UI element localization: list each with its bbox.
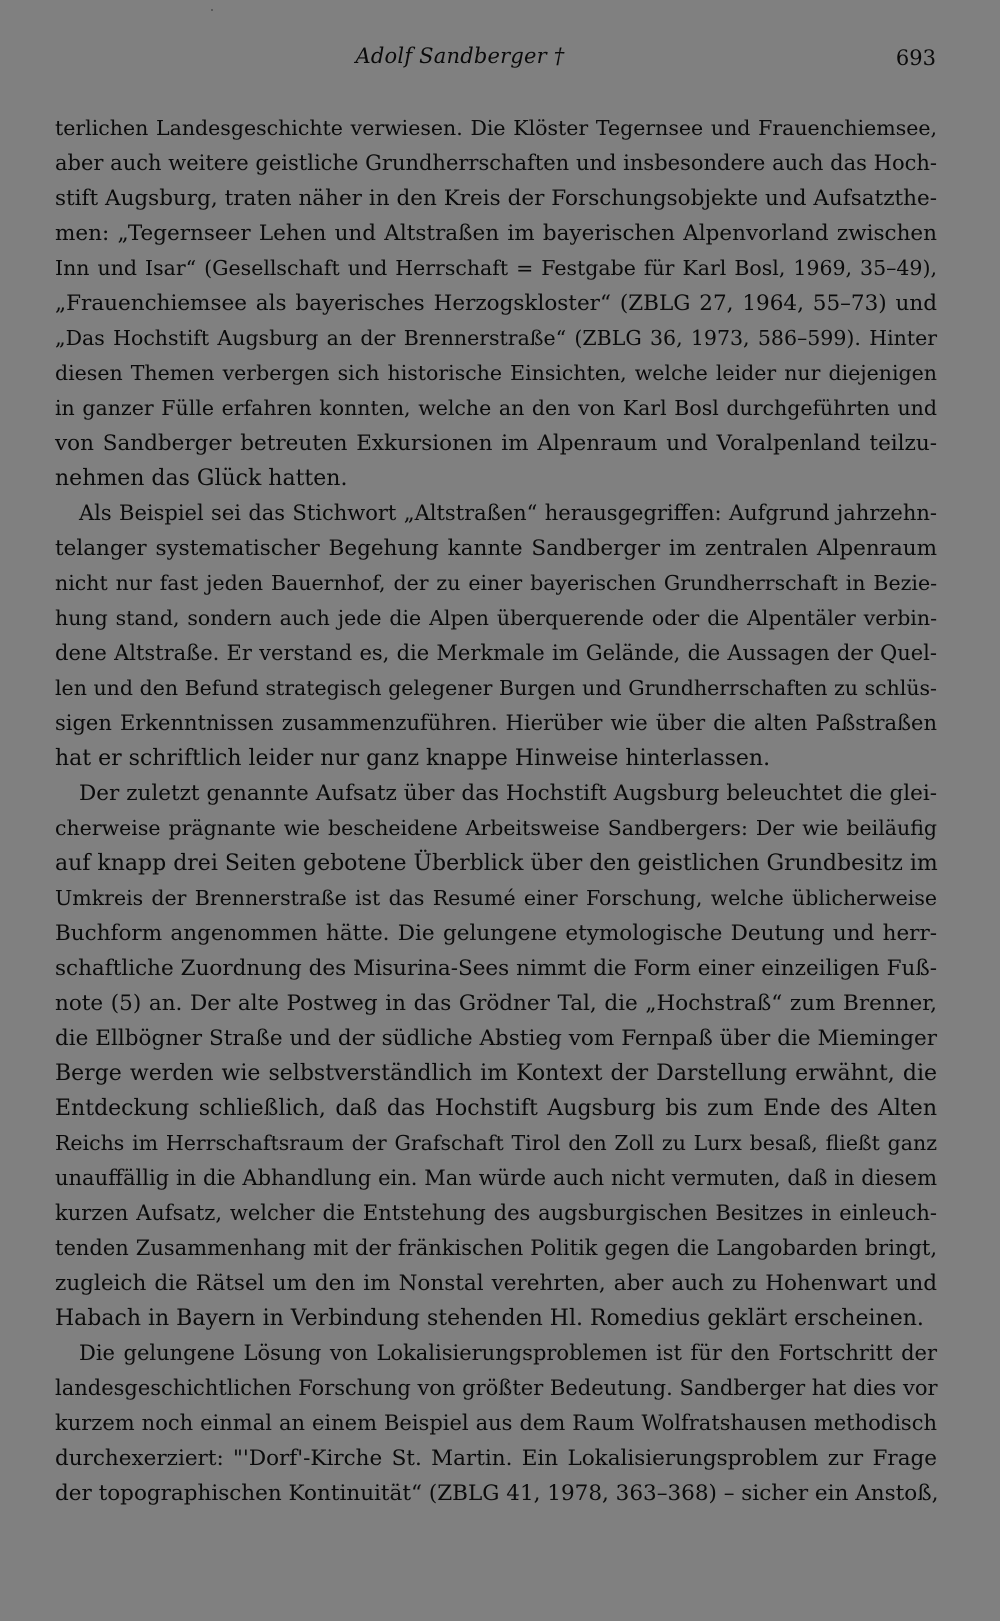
text-line: cherweise prägnante wie bescheidene Arbeitsweise Sandbergers: Der wie beiläufig: [55, 816, 937, 840]
text-line: Die gelungene Lösung von Lokalisierungsproblemen ist für den Fortschritt der: [79, 1341, 937, 1365]
text-line: sigen Erkenntnissen zusammenzuführen. Hierüber wie über die alten Paßstraßen: [55, 711, 937, 735]
text-line: „Frauenchiemsee als bayerisches Herzogskloster“ (ZBLG 27, 1964, 55–73) und: [55, 291, 937, 316]
text-line: von Sandberger betreuten Exkursionen im Alpenraum und Voralpenland teilzu-: [55, 431, 937, 456]
text-line: tenden Zusammenhang mit der fränkischen Politik gegen die Langobarden bringt,: [55, 1236, 937, 1260]
text-line: Berge werden wie selbstverständlich im Kontext der Darstellung erwähnt, die: [55, 1061, 937, 1086]
text-line: len und den Befund strategisch gelegener Burgen und Grundherrschaften zu schlüs-: [55, 676, 937, 700]
text-line: kurzen Aufsatz, welcher die Entstehung des augsburgischen Besitzes in einleuch-: [55, 1201, 937, 1225]
text-line: zugleich die Rätsel um den im Nonstal verehrten, aber auch zu Hohenwart und: [55, 1271, 937, 1296]
text-line: nicht nur fast jeden Bauernhof, der zu einer bayerischen Grundherrschaft in Bezie-: [55, 571, 937, 595]
text-line: note (5) an. Der alte Postweg in das Grödner Tal, die „Hochstraß“ zum Brenner,: [55, 991, 937, 1016]
text-line: unauffällig in die Abhandlung ein. Man würde auch nicht vermuten, daß in diesem: [55, 1166, 937, 1190]
text-line: aber auch weitere geistliche Grundherrschaften und insbesondere auch das Hoch-: [55, 151, 937, 175]
running-title: Adolf Sandberger †: [355, 44, 565, 68]
text-line: stift Augsburg, traten näher in den Kreis der Forschungsobjekte und Aufsatzthe-: [55, 186, 937, 211]
text-line: Reichs im Herrschaftsraum der Grafschaft Tirol den Zoll zu Lurx besaß, fließt ganz: [55, 1131, 937, 1155]
text-line: dene Altstraße. Er verstand es, die Merkmale im Gelände, die Aussagen der Quel-: [55, 641, 937, 665]
text-line: telanger systematischer Begehung kannte Sandberger im zentralen Alpenraum: [55, 536, 937, 561]
scan-speck: [211, 9, 213, 11]
text-line: durchexerziert: "'Dorf'-Kirche St. Martin. Ein Lokalisierungsproblem zur Frage: [55, 1446, 937, 1471]
text-line: hung stand, sondern auch jede die Alpen überquerende oder die Alpentäler verbin-: [55, 606, 937, 630]
text-line: der topographischen Kontinuität“ (ZBLG 41, 1978, 363–368) – sicher ein Anstoß,: [55, 1481, 939, 1506]
text-line: hat er schriftlich leider nur ganz knappe Hinweise hinterlassen.: [55, 746, 771, 771]
text-line: men: „Tegernseer Lehen und Altstraßen im bayerischen Alpenvorland zwischen: [55, 221, 937, 246]
text-line: kurzem noch einmal an einem Beispiel aus dem Raum Wolfratshausen methodisch: [55, 1411, 937, 1435]
text-line: Inn und Isar“ (Gesellschaft und Herrschaft = Festgabe für Karl Bosl, 1969, 35–49),: [55, 256, 937, 280]
text-line: Als Beispiel sei das Stichwort „Altstraßen“ herausgegriffen: Aufgrund jahrzehn-: [79, 501, 937, 525]
text-line: Buchform angenommen hätte. Die gelungene etymologische Deutung und herr-: [55, 921, 937, 946]
text-line: „Das Hochstift Augsburg an der Brennerstraße“ (ZBLG 36, 1973, 586–599). Hinter: [55, 326, 937, 350]
text-line: Entdeckung schließlich, daß das Hochstift Augsburg bis zum Ende des Alten: [55, 1096, 937, 1121]
text-line: auf knapp drei Seiten gebotene Überblick über den geistlichen Grundbesitz im: [55, 851, 938, 876]
text-line: die Ellbögner Straße und der südliche Abstieg vom Fernpaß über die Mieminger: [55, 1026, 937, 1051]
text-line: nehmen das Glück hatten.: [55, 466, 348, 491]
text-line: landesgeschichtlichen Forschung von größter Bedeutung. Sandberger hat dies vor: [55, 1376, 938, 1400]
body-text: [55, 111, 937, 1511]
text-line: Der zuletzt genannte Aufsatz über das Hochstift Augsburg beleuchtet die glei-: [79, 781, 937, 806]
page-number: 693: [895, 46, 936, 70]
text-line: schaftliche Zuordnung des Misurina-Sees nimmt die Form einer einzeiligen Fuß-: [55, 956, 937, 981]
text-line: Umkreis der Brennerstraße ist das Resumé einer Forschung, welche üblicherweise: [55, 886, 937, 910]
text-line: in ganzer Fülle erfahren konnten, welche an den von Karl Bosl durchgeführten und: [55, 396, 937, 420]
text-line: Habach in Bayern in Verbindung stehenden Hl. Romedius geklärt erscheinen.: [55, 1306, 924, 1331]
text-line: diesen Themen verbergen sich historische Einsichten, welche leider nur diejenigen: [55, 361, 937, 385]
text-line: terlichen Landesgeschichte verwiesen. Die Klöster Tegernsee und Frauenchiemsee,: [55, 116, 937, 140]
